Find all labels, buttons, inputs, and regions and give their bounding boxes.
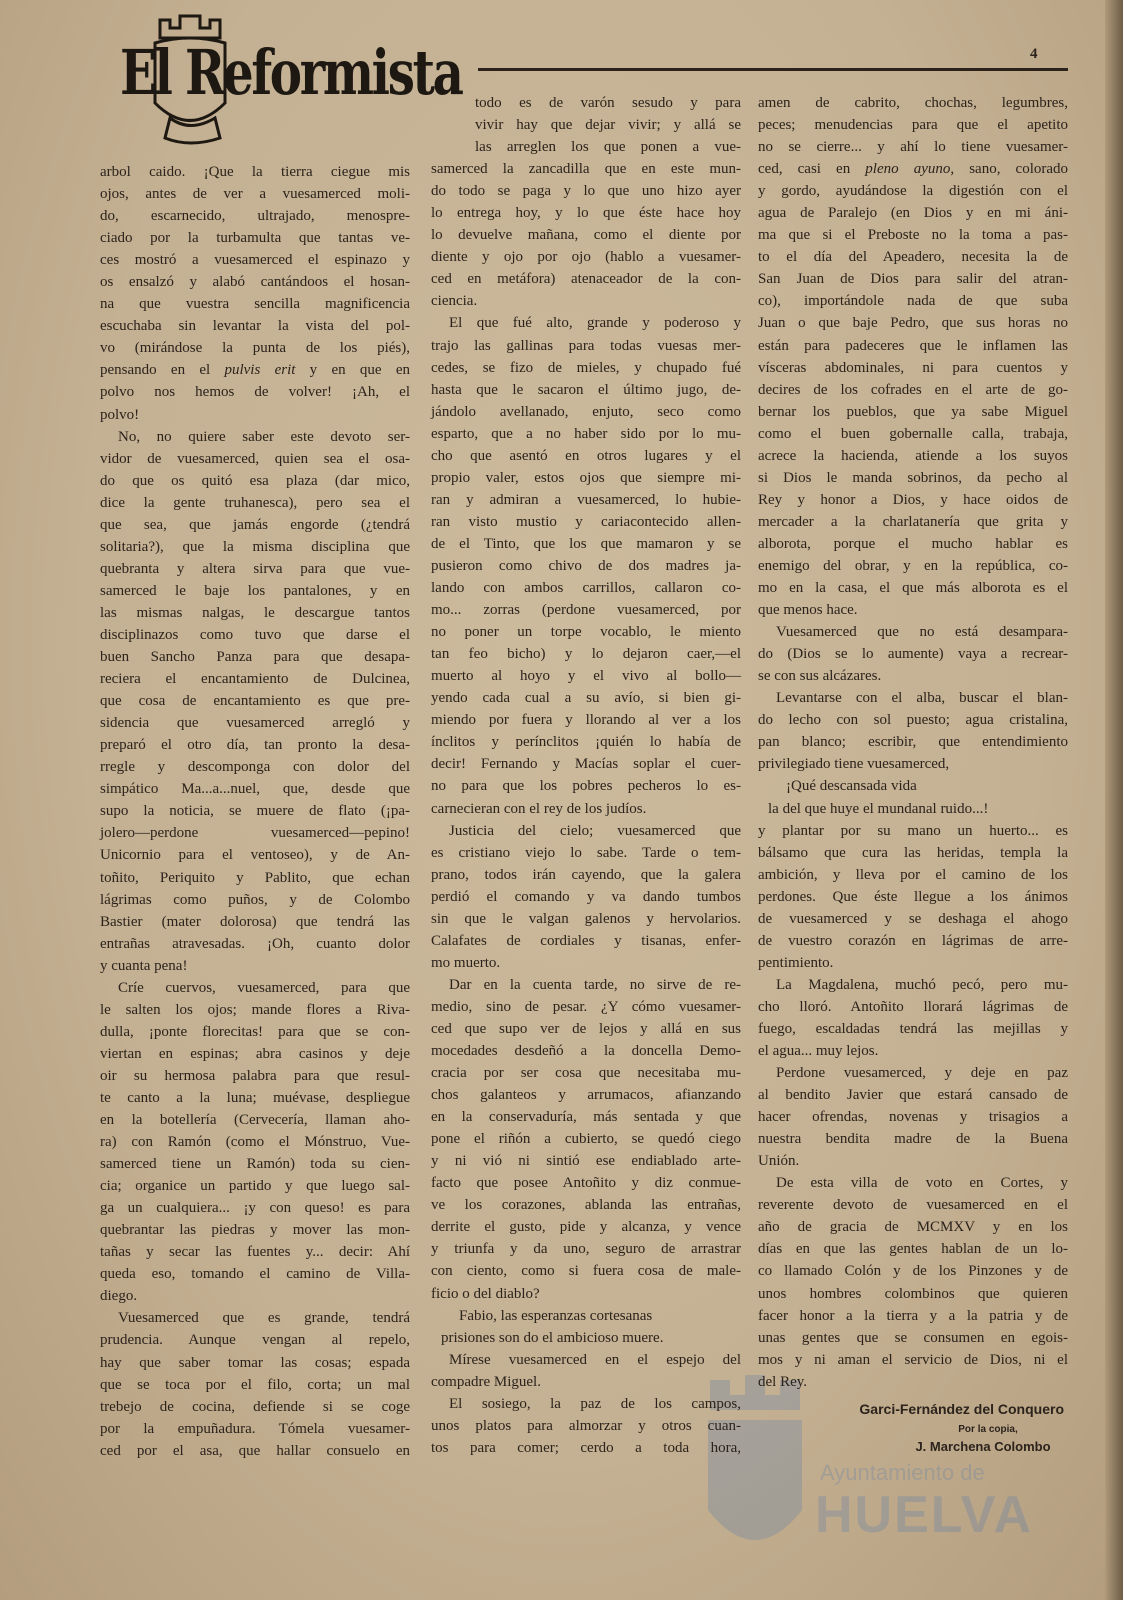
masthead-title: El Reformista <box>120 36 462 109</box>
paragraph <box>758 1172 1068 1392</box>
paragraph <box>758 621 1068 687</box>
text-line: Mírese vuesamerced en el espejo del <box>449 1351 741 1368</box>
signature-note: Por la copia, <box>958 1423 1018 1435</box>
text-line: jolero—perdone vuesamerced—pepino! <box>100 825 410 842</box>
text-line: trajo las gallinas para todas vuesas mer- <box>431 337 741 354</box>
text-line: unas gentes que se consumen en egois- <box>758 1329 1068 1346</box>
text-line: do todo se paga y lo que uno hizo ayer <box>431 183 741 200</box>
text-line: pan blanco; escribir, que entendimiento <box>758 734 1068 751</box>
text-line: Calafates de cordiales y tisanas, enfer- <box>431 932 741 949</box>
text-line: ran y admiran a vuesamerced, lo hubie- <box>431 491 741 508</box>
text-line: samerced la zancadilla que en este mun- <box>431 161 741 178</box>
text-line: ra) con Ramón (como el Mónstruo, Vue- <box>100 1134 410 1151</box>
text-line: como el buen gobernalle calla, trabaja, <box>758 425 1068 442</box>
text-line: y ni vió ni sintió ese endiablado arte- <box>431 1153 741 1170</box>
text-line: bálsamo que cura las heridas, templa la <box>758 844 1068 861</box>
text-line: reciera el encantamiento de Dulcinea, <box>100 671 410 688</box>
text-line: Fabio, las esperanzas cortesanas <box>459 1307 653 1324</box>
paragraph <box>431 1349 741 1393</box>
text-line: Justicia del cielo; vuesamerced que <box>449 822 741 839</box>
text-line: prisiones son do el ambicioso muere. <box>441 1329 664 1346</box>
text-line: Bastier (mater dolorosa) que tendrá las <box>100 913 410 930</box>
text-line: ambición, y lleva por el camino de los <box>758 866 1068 883</box>
watermark-text-2: HUELVA <box>815 1486 1034 1544</box>
text-line: mercader a la charlatanería que grita y <box>758 513 1068 530</box>
text-line: sidencia que vuesamerced arregló y <box>100 715 410 732</box>
text-line: ciado por la turbamulta que tantas ve- <box>100 230 410 247</box>
text-line: perdió el comando y va dando tumbos <box>431 888 741 905</box>
text-line: unos hombres colombinos que quieren <box>758 1285 1068 1302</box>
verse-quote <box>431 1305 741 1349</box>
text-line: toñito, Periquito y Pablito, que echan <box>100 869 410 886</box>
text-line: mo muerto. <box>431 954 501 971</box>
text-line: en la conservaduría, más sentada y que <box>431 1109 741 1126</box>
text-line: ced que supo ver de lejos y allá en sus <box>431 1020 741 1037</box>
signature-copyist: J. Marchena Colombo <box>915 1438 1051 1454</box>
text-line: dice la gente truhanesca), pero sea el <box>100 494 410 511</box>
text-line: que se toca por el filo, corta; un mal <box>100 1376 410 1393</box>
text-line: decires de los cofrades en el arte de go- <box>758 381 1068 398</box>
italic-phrase: pulvis erit <box>224 362 296 379</box>
text-line: Críe cuervos, vuesamerced, para que <box>118 979 410 996</box>
text-line: trebejo de cocina, defiende si se coge <box>100 1398 410 1415</box>
text-line: San Juan de Dios para salir del atran- <box>758 271 1068 288</box>
text-line: preparó el otro día, tan pronto la desa- <box>100 737 410 754</box>
text-line: de vuestro corazón en lágrimas de arre- <box>758 932 1068 949</box>
text-line: to el día del Apeadero, necesita la de <box>758 249 1068 266</box>
text-line: Dar en la cuenta tarde, no sirve de re- <box>449 976 741 993</box>
text-line: vivir hay que dejar vivir; y allá se <box>475 117 741 134</box>
text-line: y triunfa y da uno, seguro de arrastrar <box>431 1241 741 1258</box>
text-line: viertan en espinas; abra casinos y deje <box>100 1045 410 1062</box>
text-line: do (Dios se lo aumente) vaya a recrear- <box>758 646 1068 663</box>
text-line: ced por el asa, que hallar consuelo en <box>100 1442 410 1459</box>
text-line: pensando en el pulvis erit y en que en <box>100 362 410 379</box>
paragraph <box>100 977 410 1308</box>
text-line: buen Sancho Panza para que desapa- <box>100 649 410 666</box>
paragraph <box>758 687 1068 775</box>
text-line: mos y ni aman el servicio de Dios, ni el <box>758 1351 1068 1368</box>
text-line: rregle y descomponga con dolor del <box>100 759 410 776</box>
text-line: por la empuñadura. Tómela vuesamer- <box>100 1420 410 1437</box>
text-line: polvo nos hemos de volver! ¡Ah, el <box>100 384 410 401</box>
text-line: diente y ojo por ojo (hablo a vuesamer- <box>431 249 741 266</box>
text-line: decir! Fernando y Macías soplar el cuer- <box>431 756 741 773</box>
text-line: en la botellería (Cervecería, llaman aho- <box>100 1112 410 1129</box>
text-line: y plantar por su mano un huerto... es <box>758 822 1068 839</box>
text-line: pone el riñón a cubierto, se quedó ciego <box>431 1131 741 1148</box>
text-line: al bendito Javier que estará cansado de <box>758 1087 1068 1104</box>
text-line: Vuesamerced que es grande, tendrá <box>118 1310 410 1327</box>
text-line: compadre Miguel. <box>431 1373 541 1390</box>
text-line: cracia por ser cosa que necesitaba mu- <box>431 1065 741 1082</box>
text-line: el agua... muy lejos. <box>758 1043 879 1060</box>
paragraph <box>431 92 741 312</box>
text-line: tos para comer; cerdo a toda hora, <box>431 1439 741 1456</box>
page-number: 4 <box>1030 46 1038 62</box>
text-line: medio, sino de pesar. ¿Y cómo vuesamer- <box>431 998 741 1015</box>
text-line: se con sus alcázares. <box>758 668 882 685</box>
text-line: no se cierre... y ahí lo tiene vuesamer- <box>758 139 1068 156</box>
text-line: prano, todos irán cayendo, que la galera <box>431 866 741 883</box>
text-line: es cristiano viejo lo sabe. Tarde o tem- <box>431 844 741 861</box>
text-line: mo... zorras (perdone vuesamerced, por <box>431 602 741 619</box>
article-column-3 <box>758 92 1068 1459</box>
text-line: están para padeceres que le inflamen las <box>758 337 1068 354</box>
paragraph <box>758 92 1068 621</box>
text-line: cho lloró. Antoñito llorará lágrimas de <box>758 998 1068 1015</box>
text-line: samerced le baje los pantalones, y en <box>100 582 410 599</box>
text-line: días en que las gentes hablan de un lo- <box>758 1241 1068 1258</box>
text-line: do que os quitó esa plaza (dar mico, <box>100 472 410 489</box>
text-line: todo es de varón sesudo y para <box>475 95 741 111</box>
text-line: las arreglen los que ponen a vue- <box>475 139 741 156</box>
text-line: dulla, ¡ponte florecitas! para que se con- <box>100 1023 410 1040</box>
text-line: facer honor a la tierra y a la patria y de <box>758 1307 1068 1324</box>
text-line: hay que saber tomar las cosas; espada <box>100 1354 410 1371</box>
text-line: peces; menudencias para que el apetito <box>758 117 1068 134</box>
text-line: ciencia. <box>431 293 478 310</box>
text-line: jándolo avellanado, enjuto, seco como <box>431 403 741 420</box>
text-line: Levantarse con el alba, buscar el blan- <box>776 690 1068 707</box>
text-line: diego. <box>100 1288 138 1305</box>
text-line: con ciento, como si fuera cosa de male- <box>431 1263 741 1280</box>
text-line: la del que huye el mundanal ruido...! <box>768 800 989 817</box>
text-line: nuestra bendita madre de la Buena <box>758 1131 1068 1148</box>
text-line: cho que asentó en otros lugares y el <box>431 447 741 464</box>
text-line: alborota, porque el mucho hablar es <box>758 535 1068 552</box>
text-line: que cosa de encantamiento es que pre- <box>100 693 410 710</box>
paragraph <box>100 426 410 977</box>
text-line: solitaria?), que la misma disciplina que <box>100 538 410 555</box>
text-line: samerced tiene un Ramón) toda su cien- <box>100 1156 410 1173</box>
text-line: Juan o que baje Pedro, que sus horas no <box>758 315 1068 332</box>
text-line: De esta villa de voto en Cortes, y <box>776 1175 1068 1192</box>
page-edge <box>1105 0 1123 1600</box>
text-line: oir su hermosa palabra para que resul- <box>100 1067 410 1084</box>
text-line: fuego, escaldadas tendrá las mejillas y <box>758 1020 1068 1037</box>
text-line: año de gracia de MCMXV y en los <box>758 1219 1068 1236</box>
text-line: lágrimas como puños, y de Colombo <box>100 891 410 908</box>
text-line: lando con ambos carrillos, callaron co- <box>431 580 741 597</box>
text-line: co), importándole nada de que suba <box>758 293 1068 310</box>
text-line: entrañas atravesadas. ¡Oh, cuanto dolor <box>100 935 410 952</box>
text-line: Vuesamerced que no está desampara- <box>776 624 1068 641</box>
text-line: Unicornio para el ventoseo), y de An- <box>100 847 410 864</box>
paragraph <box>431 1393 741 1459</box>
text-line: no para que los pobres pecheros lo es- <box>431 778 741 795</box>
text-line: quebranta y altera sirva para que vue- <box>100 560 410 577</box>
text-line: ve los corazones, ablanda las entrañas, <box>431 1197 741 1214</box>
text-line: acrece la hacienda, atiende a los suyos <box>758 447 1068 464</box>
text-line: do, escarnecido, ultrajado, menospre- <box>100 208 410 225</box>
text-line: hasta que le sacaron el último jugo, de- <box>431 381 741 398</box>
verse-quote <box>758 775 1068 819</box>
text-line: yendo cada cual a su avío, si bien gi- <box>431 690 741 707</box>
text-line: miendo por fuera y llorando al ver a los <box>431 712 741 729</box>
text-line: ínclitos y perínclitos ¡quién lo había de <box>431 734 741 751</box>
paragraph <box>100 1307 410 1461</box>
text-line: muerto al hoyo y el vivo al bollo— <box>431 668 741 685</box>
paragraph <box>758 1062 1068 1172</box>
text-line: no poner un torpe vocablo, le miento <box>431 624 741 641</box>
text-line: unos platos para almorzar y otros cuan- <box>431 1417 741 1434</box>
text-line: co llamado Colón y de los Pinzones y de <box>758 1263 1068 1280</box>
text-line: ficio o del diablo? <box>431 1285 540 1302</box>
text-line: ma que si el Preboste no la toma a pas- <box>758 227 1068 244</box>
article-column-1 <box>100 161 410 1462</box>
text-line: lo entrega hoy, y lo que éste hace hoy <box>431 205 741 222</box>
text-line: disciplinazos como tuvo que darse el <box>100 626 410 643</box>
text-line: de el Tinto, que los que mamaron y se <box>431 535 741 552</box>
text-line: prudencia. Aunque vengan al repelo, <box>100 1332 410 1349</box>
text-line: polvo! <box>100 406 140 423</box>
text-line: La Magdalena, muchó pecó, pero mu- <box>776 976 1068 993</box>
paragraph <box>431 820 741 974</box>
paragraph <box>431 974 741 1305</box>
text-line: esparto, que a no haber sido por lo mu- <box>431 425 741 442</box>
text-line: cia; organice un partido y que luego sal- <box>100 1178 410 1195</box>
signature-author: Garci-Fernández del Conquero <box>859 1400 1064 1417</box>
text-line: os ensalzó y alabó cantándoos el hosan- <box>100 274 410 291</box>
text-line: y cuanta pena! <box>100 957 188 974</box>
text-line: ced en metáfora) atenaceador de la con- <box>431 271 741 288</box>
text-line: derrite el gusto, pide y alcanza, y vence <box>431 1219 741 1236</box>
text-line: mocedades desdeñó a la doncella Demo- <box>431 1043 741 1060</box>
text-line: supo la noticia, se muere de flato (¡pa- <box>100 803 410 820</box>
article-column-2 <box>431 92 741 1459</box>
text-line: privilegiado tiene vuesamerced, <box>758 756 950 773</box>
paragraph <box>758 974 1068 1062</box>
text-line: Unión. <box>758 1153 800 1170</box>
text-line: escuchaba sin levantar la vista del pol- <box>100 318 410 335</box>
text-line: vidor de vuesamerced, quien sea el osa- <box>100 450 410 467</box>
text-line: tan feo bicho) y lo dejaron caer,—el <box>431 646 741 663</box>
text-line: del Rey. <box>758 1373 808 1390</box>
text-line: le salten los ojos; mande flores a Riva- <box>100 1001 410 1018</box>
text-line: que sea, que jamás engorde (¿tendrá <box>100 516 410 533</box>
paragraph <box>100 161 410 426</box>
text-line: quebrantar las piedras y mover las mon- <box>100 1222 410 1239</box>
text-line: reverente devoto de vuesamerced en el <box>758 1197 1068 1214</box>
text-line: arbol caido. ¡Que la tierra ciegue mis <box>100 164 410 180</box>
text-line: do lecho con sol puesto; agua cristalina, <box>758 712 1068 729</box>
text-line: agua de Paralejo (en Dios y en mi áni- <box>758 205 1068 222</box>
text-line: sin que le valgan galenos y hervolarios. <box>431 910 741 927</box>
text-line: simpático Ma...a...nuel, que, desde que <box>100 781 410 798</box>
text-line: vo (mirándose la punta de los piés), <box>100 340 410 357</box>
text-line: hacer ofrendas, novenas y trisagios a <box>758 1109 1068 1126</box>
text-line: ran visto mustio y cariacontecido allen- <box>431 513 741 530</box>
text-line: ced, casi en pleno ayuno, sano, colorado <box>758 161 1069 178</box>
text-line: ojos, antes de ver a vuesamerced moli- <box>100 186 410 203</box>
text-line: pentimiento. <box>758 954 834 971</box>
text-line: y gordo, ayudándose la digestión con el <box>758 183 1068 200</box>
text-line: que menos hace. <box>758 602 858 619</box>
text-line: El sosiego, la paz de los campos, <box>449 1395 741 1412</box>
text-line: de vuesamerced y se deshaga el ahogo <box>758 910 1068 927</box>
text-line: propio valer, estos ojos que siempre mi- <box>431 469 741 486</box>
text-line: las mismas nalgas, le descargue tantos <box>100 604 410 621</box>
text-line: tañas y secar las fuentes y... decir: Ahí <box>100 1244 410 1261</box>
text-line: vísceras abdominales, ni para cuentos y <box>758 359 1068 376</box>
text-line: chos galanteos y arrumacos, afianzando <box>431 1087 741 1104</box>
paragraph <box>758 820 1068 974</box>
paragraph <box>431 312 741 819</box>
text-line: si Dios le manda sobrinos, da pecho al <box>758 469 1068 486</box>
text-line: pusieron como chivo de dos madres ja- <box>431 557 741 574</box>
italic-phrase: pleno ayuno <box>865 161 951 178</box>
text-line: facto que posee Antoñito y diz conmue- <box>431 1175 741 1192</box>
header-rule <box>478 68 1068 71</box>
text-line: cedes, se fizo de mieles, y chupado fué <box>431 359 741 376</box>
text-line: ces mostró a vuesamerced el espinazo y <box>100 252 410 269</box>
text-line: bernar los pueblos, que ya sabe Miguel <box>758 403 1068 420</box>
watermark-text-1: Ayuntamiento de <box>820 1460 985 1485</box>
text-line: ga un cualquiera... ¡y con queso! es para <box>100 1200 410 1217</box>
text-line: lo devuelve mañana, como el diente por <box>431 227 741 244</box>
text-line: ¡Qué descansada vida <box>786 778 917 795</box>
text-line: perdones. Que éste llegue a los ánimos <box>758 888 1068 905</box>
text-line: El que fué alto, grande y poderoso y <box>449 315 741 332</box>
text-line: Rey y honor a Dios, y hace oidos de <box>758 491 1068 508</box>
text-line: na que vuestra sencilla magnificencia <box>100 296 410 313</box>
text-line: te canto a la luna; muévase, despliegue <box>100 1089 410 1106</box>
text-line: mo en la casa, el que más alborota es el <box>758 580 1068 597</box>
text-line: carnecieran con el rey de los judíos. <box>431 800 647 817</box>
text-line: No, no quiere saber este devoto ser- <box>118 428 410 445</box>
text-line: amen de cabrito, chochas, legumbres, <box>758 95 1068 111</box>
text-line: enemigo del obrar, y en la república, co- <box>758 557 1068 574</box>
text-line: Perdone vuesamerced, y deje en paz <box>776 1065 1068 1082</box>
text-line: queda eso, tomando el camino de Villa- <box>100 1266 410 1283</box>
